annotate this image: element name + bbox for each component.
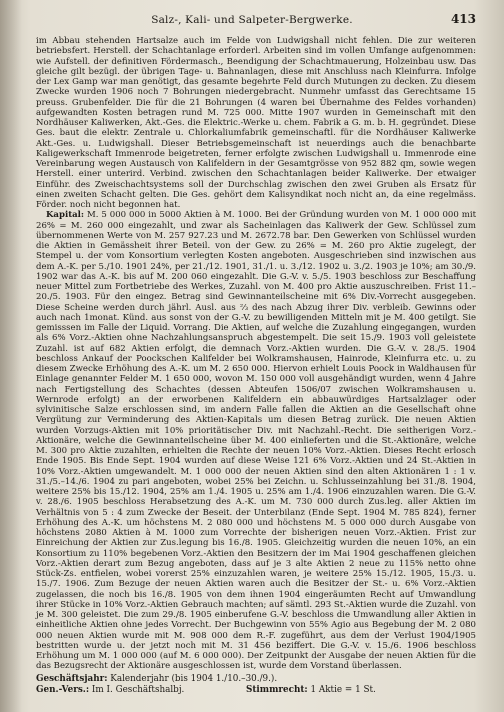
page-gutter-shadow (0, 0, 22, 712)
stimmrecht-label: Stimmrecht: (246, 685, 308, 695)
article-body (36, 36, 476, 672)
page-header (0, 10, 504, 30)
geschaeftsjahr-label: Geschäftsjahr: (36, 674, 108, 684)
paragraph-kapital (36, 210, 476, 671)
gen-vers-label: Gen.-Vers.: (36, 685, 90, 695)
running-head: Salz-, Kali- und Salpeter-Bergwerke. (151, 14, 353, 26)
paragraph-description: im Abbau stehenden Hartsalze auch im Felde von Ludwigshall nicht fehlen. Die zur weiteren betriebsfert. Herstell. der Schachtanlage erforderl. Arbeiten sind im vollen Umfange aufgenommen: wie Aufstell. der definitiven Fördermasch., Beendigung der Schachtmauerung, Holzeinbau usw. Das gleiche gilt bezügl. der übrigen Tage- u. Bahnanlagen, diese mit Anschluss nach Kleinfurra. Infolge der Lex Gamp war man genötigt, das gesamte begehrte Feld durch Mutungen zu decken. Zu diesem Zwecke wurden 1906 noch 7 Bohrungen niedergebracht. Nunmehr umfasst das Gerechtsame 15 preuss. Grubenfelder. Die für die 21 Bohrungen (4 waren bei Übernahme des Feldes vorhanden) aufgewandten Kosten betragen rund M. 725 000. Mitte 1907 wurden in Gemeinschaft mit den Nordhäuser Kaliwerken, Akt.-Ges. die Elektric.-Werke u. chem. Fabrik a G. m. b. H. gegründet. Diese Ges. baut die elektr. Zentrale u. Chlorkaliumfabrik gemeinschaftl. für die Nordhäuser Kaliwerke Akt.-Ges. u. Ludwigshall. Dieser Betriebsgemeinschaft ist neuerdings auch die benachbarte Kaligewerkschaft Immenrode beigetreten, ferner erfolgte zwischen Ludwigshall u. Immenrode eine Vereinbarung wegen Austausch von Kalifeldern in der Gesamtgrösse von 952 882 qm, sowie wegen Herstell. einer unterird. Verbind. zwischen den Schachtanlagen beider Kaliwerke. Der etwaiger Einführ. des Zweischachtsystems soll der Durchschlag zwischen den zwei Gruben als Ersatz für einen zweiten Schacht gelten. Die Ges. gehört dem Kalisyndikat noch nicht an, da eine regelmäss. Förder. noch nicht begonnen hat. (36, 36, 476, 210)
page-number: 413 (450, 12, 476, 26)
geschaeftsjahr-line (36, 674, 476, 685)
stimmrecht-value: 1 Aktie = 1 St. (310, 685, 376, 695)
company-facts (36, 674, 476, 696)
stimmrecht (246, 685, 376, 696)
kapital-label: Kapital: (46, 210, 85, 221)
gen-vers-value: Im I. Geschäftshalbj. (91, 685, 185, 695)
gen-vers-line (36, 685, 476, 696)
kapital-text: M. 5 000 000 in 5000 Aktien à M. 1000. Bei der Gründung wurden von M. 1 000 000 mit 26% = M. 260 000 eingezahlt, und zwar als Sacheinlagen das Kaliwerk der Gew. Schlüssel zum übernommenen Werte von M. 257 927.23 und M. 2672.78 bar. Den Gewerken von Schlüssel wurden die Aktien in Gemässheit ihrer Beteil. von der Gew. zu 26% = M. 260 pro Aktie zugelegt, der Stempel u. der vom Konsortium verlegten Kosten angeboten. Ausgeschrieben sind inzwischen aus dem A.-K. per 5./10. 1901 24%, per 21./12. 1901, 31./1. u. 3./12. 1902 u. 3./2. 1903 je 10%; am 30./9. 1902 war das A.-K. bis auf M. 200 060 eingezahlt. Die G.-V. v. 5./5. 1903 beschloss zur Beschaffung neuer Mittel zum Fortbetriebe des Werkes, Zuzahl. von M. 400 pro Aktie auszuschreiben. Frist 11.–20./5. 1903. Für den eingez. Betrag sind Gewinnanteilscheine mit 6% Div.-Vorrecht ausgegeben. Diese Scheine werden durch jährl. Ausl. aus ⅔ des nach Abzug ihrer Div. verbleib. Gewinns oder auch nach 1monat. Künd. aus sonst von der G.-V. zu bewilligenden Mitteln mit je M. 400 getilgt. Sie gemisssen im Falle der Liquid. Vorrang. Die Aktien, auf welche die Zuzahlung eingegangen, wurden als 6% Vorz.-Aktien ohne Nachzahlungsanspruch abgestempelt. Die seit 15./9. 1903 voll geleistete Zuzahl. ist auf 682 Aktien erfolgt, die demnach Vorz.-Aktien wurden. Die G.-V. v. 28./5. 1904 beschloss Ankauf der Poockschen Kalifelder bei Wolkramshausen, Hainrode, Kleinfurra etc. u. zu diesem Zwecke Erhöhung des A.-K. um M. 2 650 000. Hiervon erhielt Louis Poock in Waldhausen für Einlage genannter Felder M. 1 650 000, wovon M. 150 000 voll ausgehändigt wurden, wenn 4 Jahre nach Fertigstellung des Schachtes (dessen Abteufen 1506/07 zwischen Wolkramshausen u. Wernrode erfolgt) an der erworbenen Kalifeldern ein abbauwürdiges Hartsalzlager oder sylvinitische Salze erschlossen sind, im andern Falle fallen die Aktien an die Gesellschaft ohne Vergütung zur Verminderung des Aktien-Kapitals um diesen Betrag zurück. Die neuen Aktien wurden Vorzugs-Aktien mit 10% prioritätischer Div. mit Nachzahl.-Recht. Die seitherigen Vorz.-Aktionäre, welche die Gewinnanteilscheine über M. 400 einlieferten und die St.-Aktionäre, welche M. 300 pro Aktie zuzahlten, erhielten die Rechte der neuen 10% Vorz.-Aktien. Dieses Recht erlosch Ende 1905. Bis Ende Sept. 1904 wurden auf diese Weise 121 6% Vorz.-Aktien und 24 St.-Aktien in 10% Vorz.-Aktien umgewandelt. M. 1 000 000 der neuen Aktien sind den alten Aktionären 1 : 1 v. 31./5.–14./6. 1904 zu pari angeboten, wobei 25% bei Zeichn. u. Schlusseinzahlung bei 31./8. 1904, weitere 25% bis 15./12. 1904, 25% am 1./4. 1905 u. 25% am 1./4. 1906 einzuzahlen waren. Die G.-V. v. 28./6. 1905 beschloss Herabsetzung des A.-K. um M. 730 000 durch Zus.leg. aller Aktien im Verhältnis von 5 : 4 zum Zwecke der Beseit. der Unterbilanz (Ende Sept. 1904 M. 785 824), ferner Erhöhung des A.-K. um höchstens M. 2 080 000 und höchstens M. 5 000 000 durch Ausgabe von höchstens 2080 Aktien à M. 1000 zum Vorrechte der bisherigen neuen Vorz.-Aktien. Frist zur Einreichung der Aktien zur Zus.legung bis 16./8. 1905. Gleichzeitig wurden die neuen 10%, an ein Konsortium zu 110% begebenen Vorz.-Aktien den Besitzern der im Mai 1904 geschaffenen gleichen Vorz.-Aktien derart zum Bezug angeboten, dass auf je 3 alte Aktien 2 neue zu 115% netto ohne Stück-Zs. entfielen, wobei vorerst 25% einzuzahlen waren, je weitere 25% 15./12. 1905, 15./3. u. 15./7. 1906. Zum Bezuge der neuen Aktien waren auch die Besitzer der St.- u. 6% Vorz.-Aktien zugelassen, die noch bis 16./8. 1905 von dem ihnen 1904 eingeräumten Recht auf Umwandlung ihrer Stücke in 10% Vorz.-Aktien Gebrauch machten; auf sämtl. 293 St.-Aktien wurde die Zuzahl. von je M. 300 geleistet. Die zum 29./8. 1905 einberufene G.-V. beschloss die Umwandlung aller Aktien in einheitliche Aktien ohne jedes Vorrecht. Der Buchgewinn von 55% Agio aus Begebung der M. 2 080 000 neuen Aktien wurde mit M. 908 000 dem R.-F. zugeführt, aus dem der Verlust 1904/1905 bestritten wurde u. der jetzt noch mit M. 31 456 beziffert. Die G.-V. v. 15./6. 1906 beschloss Erhöhung um M. 1 000 000 (auf M. 6 000 000). Der Zeitpunkt der Ausgabe der neuen Aktien für die das Bezugsrecht der Aktionäre ausgeschlossen ist, wurde dem Vorstand überlassen. (36, 210, 477, 672)
geschaeftsjahr-value: Kalenderjahr (bis 1904 1./10.–30./9.). (110, 674, 278, 684)
